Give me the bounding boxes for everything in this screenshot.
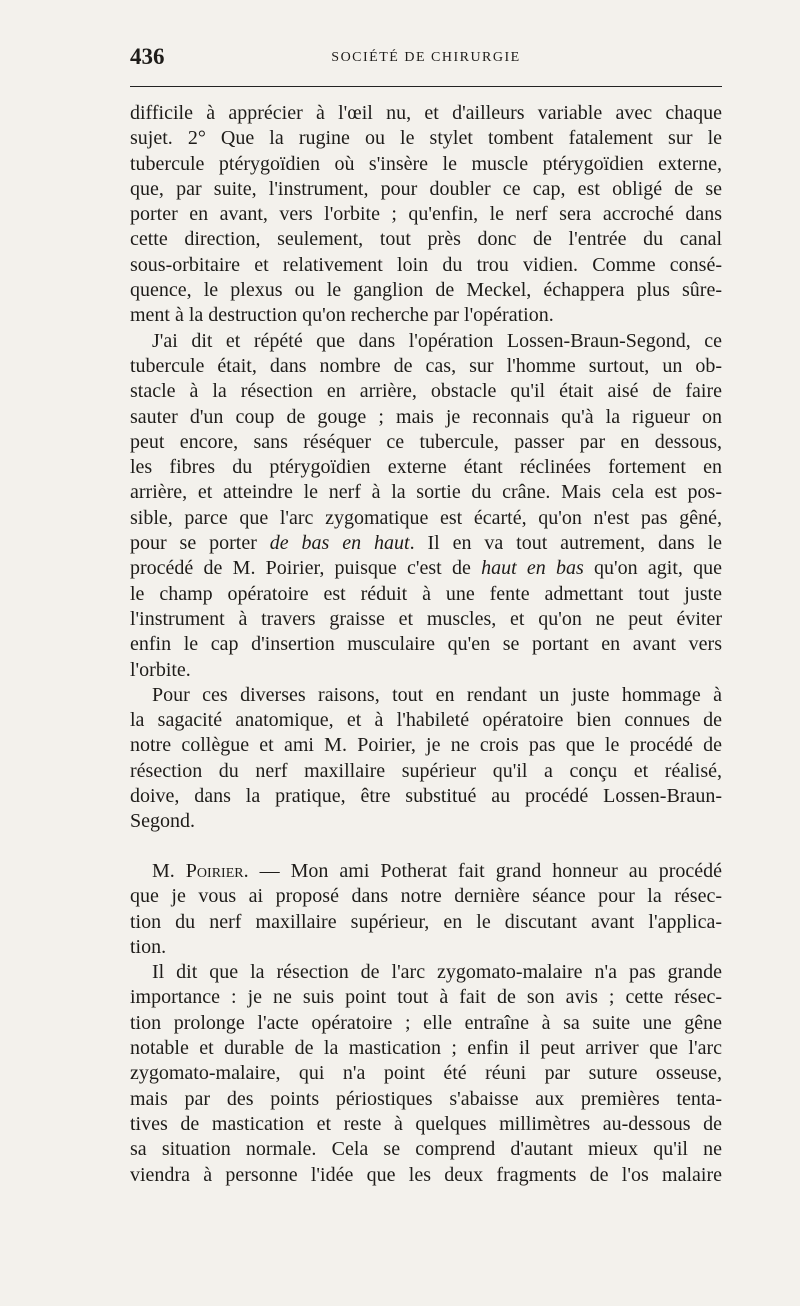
text-line: que je vous ai proposé dans notre dernière séance pour la résec-	[130, 885, 722, 908]
italic-phrase: haut en bas	[481, 557, 584, 580]
text-line: tion.	[130, 935, 167, 958]
text-line: importance : je ne suis point tout à fait de son avis ; cette résec-	[130, 986, 722, 1009]
text-line: zygomato-malaire, qui n'a point été réuni par suture osseuse,	[130, 1062, 722, 1085]
text-line: J'ai dit et répété que dans l'opération Lossen-Braun-Segond, ce	[152, 329, 722, 352]
text-line: l'orbite.	[130, 658, 191, 681]
text-line: tives de mastication et reste à quelques millimètres au-dessous de	[130, 1112, 722, 1135]
text-line: sible, parce que l'arc zygomatique est écarté, qu'on n'est pas gêné,	[130, 506, 722, 529]
text-line	[130, 531, 722, 556]
poirier-reply	[130, 859, 722, 1188]
text-line: l'instrument à travers graisse et muscles, et qu'on ne peut éviter	[130, 607, 722, 630]
text-line: les fibres du ptérygoïdien externe étant réclinées fortement en	[130, 456, 722, 479]
text-line: tion du nerf maxillaire supérieur, en le discutant avant l'applica-	[130, 910, 722, 933]
paragraph-continuation	[130, 101, 722, 329]
text-line: arrière, et atteindre le nerf à la sortie du crâne. Mais cela est pos-	[130, 481, 722, 504]
text-run: . — Mon ami Potherat fait grand honneur au procédé	[243, 860, 722, 882]
text-line: le champ opératoire est réduit à une fente admettant tout juste	[130, 582, 722, 605]
potherat-text	[130, 101, 722, 835]
text-line: quence, le plexus ou le ganglion de Meckel, échappera plus sûre-	[130, 279, 722, 302]
text-line: tubercule ptérygoïdien où s'insère le muscle ptérygoïdien externe,	[130, 152, 722, 175]
text-line: Il dit que la résection de l'arc zygomato-malaire n'a pas grande	[152, 961, 722, 984]
text-line: ment à la destruction qu'on recherche par l'opération.	[130, 304, 554, 327]
italic-phrase: de bas en haut	[269, 532, 410, 555]
page-number: 436	[130, 44, 165, 69]
speaker-prefix: M.	[152, 860, 186, 882]
text-line: notable et durable de la mastication ; enfin il peut arriver que l'arc	[130, 1037, 722, 1060]
page-header	[130, 42, 722, 72]
paragraph	[130, 859, 722, 960]
text-line: Segond.	[130, 810, 195, 833]
text-run: . Il en va tout autrement, dans le	[409, 532, 723, 555]
paragraph	[130, 960, 722, 1188]
text-line: Pour ces diverses raisons, tout en rendant un juste hommage à	[152, 683, 722, 706]
speaker-name: Poirier	[185, 860, 244, 882]
text-line: sauter d'un coup de gouge ; mais je reconnais qu'à la rigueur on	[130, 405, 722, 428]
text-line: porter en avant, vers l'orbite ; qu'enfin, le nerf sera accroché dans	[130, 203, 722, 226]
text-line: difficile à apprécier à l'œil nu, et d'ailleurs variable avec chaque	[130, 102, 722, 124]
text-line: notre collègue et ami M. Poirier, je ne crois pas que le procédé de	[130, 734, 722, 757]
text-line: doive, dans la pratique, être substitué au procédé Lossen-Braun-	[130, 785, 722, 808]
running-title: SOCIÉTÉ DE CHIRURGIE	[331, 50, 521, 65]
text-line	[130, 556, 722, 581]
paragraph	[130, 329, 722, 683]
text-line: tubercule était, dans nombre de cas, sur l'homme surtout, un ob-	[130, 354, 722, 377]
text-run: pour se porter	[130, 532, 270, 555]
text-line: cette direction, seulement, tout près donc de l'entrée du canal	[130, 228, 722, 251]
text-line: sujet. 2° Que la rugine ou le stylet tombent fatalement sur le	[130, 127, 722, 150]
text-line: enfin le cap d'insertion musculaire qu'en se portant en avant vers	[130, 633, 722, 656]
text-run: procédé de M. Poirier, puisque c'est de	[130, 557, 482, 580]
text-line: résection du nerf maxillaire supérieur qu'il a conçu et réalisé,	[130, 759, 722, 782]
text-line	[130, 859, 722, 884]
text-line: la sagacité anatomique, et à l'habileté opératoire bien connues de	[130, 709, 722, 732]
text-line: viendra à personne l'idée que les deux fragments de l'os malaire	[130, 1163, 722, 1186]
text-line: stacle à la résection en arrière, obstacle qu'il était aisé de faire	[130, 380, 722, 403]
text-run: qu'on agit, que	[583, 557, 723, 580]
header-rule	[130, 86, 722, 87]
text-line: sous-orbitaire et relativement loin du trou vidien. Comme consé-	[130, 253, 722, 276]
text-line: tion prolonge l'acte opératoire ; elle entraîne à sa suite une gêne	[130, 1011, 722, 1034]
text-line: sa situation normale. Cela se comprend d'autant mieux qu'il ne	[130, 1138, 722, 1161]
paragraph	[130, 683, 722, 835]
text-line: peut encore, sans réséquer ce tubercule, passer par en dessous,	[130, 430, 722, 453]
text-line: que, par suite, l'instrument, pour doubler ce cap, est obligé de se	[130, 177, 722, 200]
text-line: mais par des points périostiques s'abaisse aux premières tenta-	[130, 1087, 722, 1110]
